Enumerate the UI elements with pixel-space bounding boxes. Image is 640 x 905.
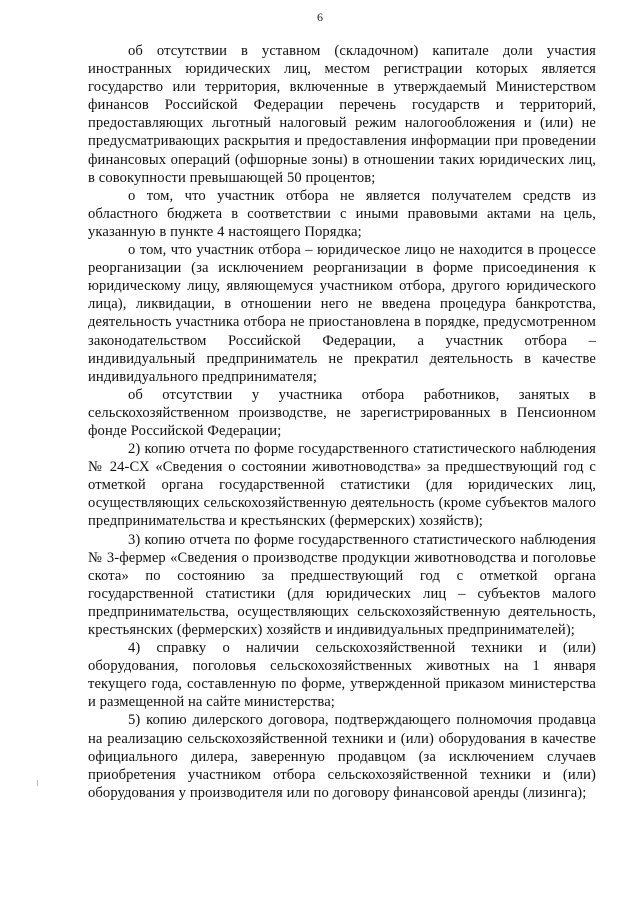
- paragraph: об отсутствии в уставном (складочном) капитале доли участия иностранных юридических лиц, местом регистрации которых является государство или территория, включенные в утверждаемый Министерством финансов Российской Федерации перечень государств и территорий, предоставляющих льготный налоговый режим налогообложения и (или) не предусматривающих раскрытия и предоставления информации при проведении финансовых операций (офшорные зоны) в отношении таких юридических лиц, в совокупности превышающей 50 процентов;: [88, 43, 596, 186]
- paragraph: 5) копию дилерского договора, подтверждающего полномочия продавца на реализацию сельскохозяйственной техники и (или) оборудования в качестве официального дилера, заверенную продавцом (за исключением случаев приобретения участником отбора сельскохозяйственной техники и (или) оборудования у производителя или по договору финансовой аренды (лизинга);: [88, 712, 596, 801]
- paragraph: о том, что участник отбора не является получателем средств из областного бюджета в соответствии с иными правовыми актами на цель, указанную в пункте 4 настоящего Порядка;: [88, 187, 596, 240]
- paragraph: 2) копию отчета по форме государственного статистического наблюдения № 24-СХ «Сведения о состоянии животноводства» за предшествующий год с отметкой органа государственной статистики (для юридических лиц, осуществляющих сельскохозяйственную деятельность (кроме субъектов малого предпринимательства и крестьянских (фермерских) хозяйств);: [88, 441, 596, 530]
- paragraph: 3) копию отчета по форме государственного статистического наблюдения № 3-фермер «Сведения о производстве продукции животноводства и поголовье скота» по состоянию за предшествующий год с отметкой органа государственной статистики (для юридических лиц – субъектов малого предпринимательства, осуществляющих сельскохозяйственную деятельность, крестьянских (фермерских) хозяйств и индивидуальных предпринимателей);: [88, 531, 596, 638]
- body-text: [88, 42, 596, 802]
- paragraph: о том, что участник отбора – юридическое лицо не находится в процессе реорганизации (за исключением реорганизации в форме присоединения к юридическому лицу, являющемуся участником отбора, другого юридического лица), ликвидации, в отношении него не введена процедура банкротства, деятельность участника отбора не приостановлена в порядке, предусмотренном законодательством Российской Федерации, а участник отбора – индивидуальный предприниматель не прекратил деятельность в качестве индивидуального предпринимателя;: [88, 242, 596, 385]
- paragraph: об отсутствии у участника отбора работников, занятых в сельскохозяйственном производстве, не зарегистрированных в Пенсионном фонде Российской Федерации;: [88, 386, 596, 439]
- paragraph: 4) справку о наличии сельскохозяйственной техники и (или) оборудования, поголовья сельскохозяйственных животных на 1 января текущего года, составленную по форме, утвержденной приказом министерства и размещенной на сайте министерства;: [88, 640, 596, 711]
- margin-mark: [37, 780, 38, 786]
- page-number: 6: [317, 10, 323, 24]
